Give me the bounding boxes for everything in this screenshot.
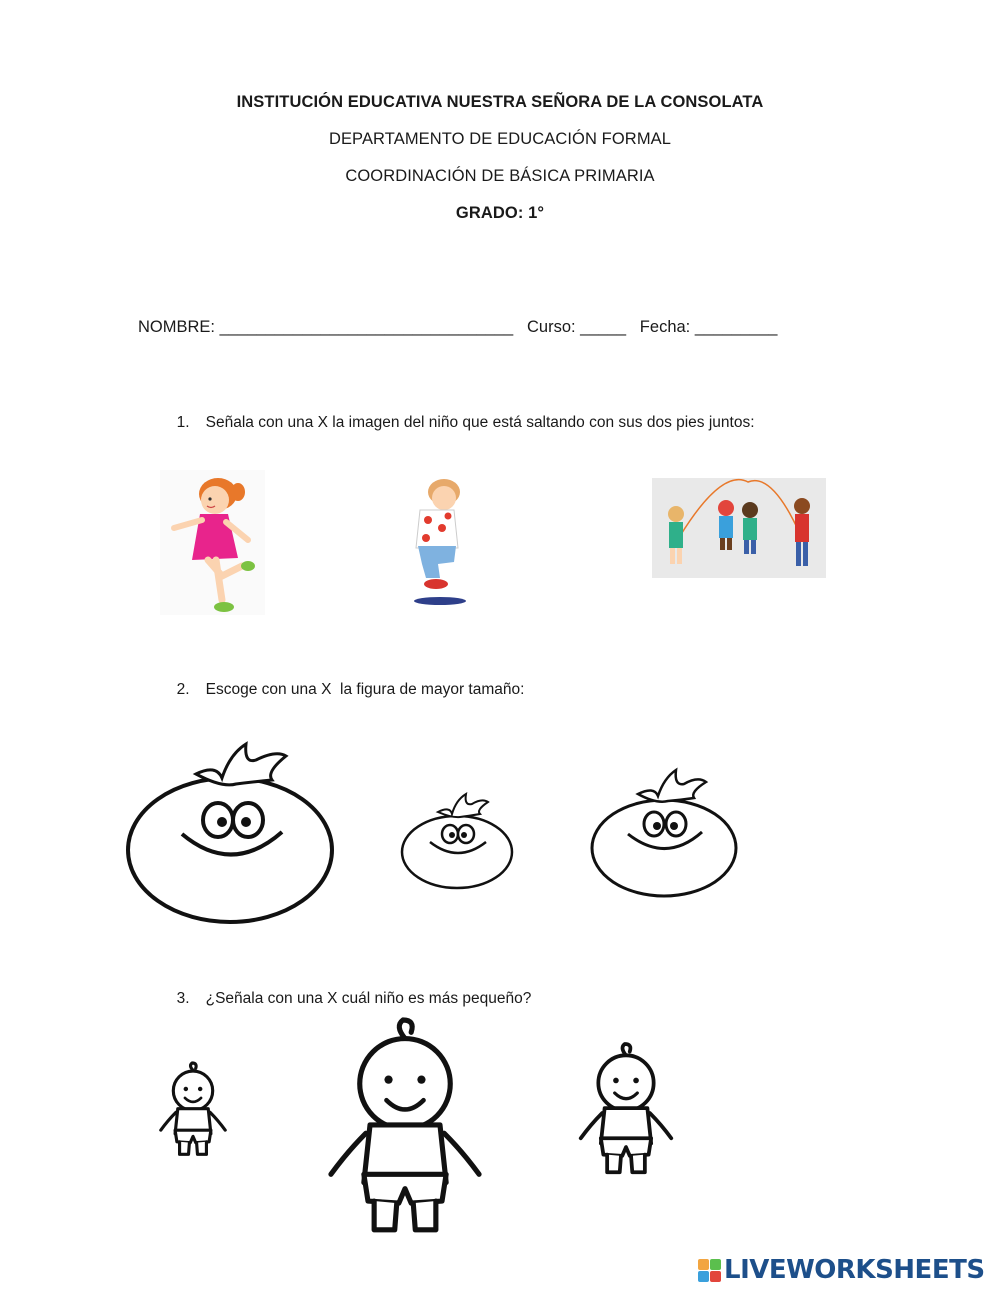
baby-large[interactable] (322, 1020, 488, 1236)
question-2-number: 2. (176, 681, 190, 698)
brand-square-icon (710, 1259, 721, 1270)
brand-square-icon (698, 1259, 709, 1270)
coordination-title: COORDINACIÓN DE BÁSICA PRIMARIA (345, 167, 655, 185)
tomato-small[interactable] (400, 790, 514, 890)
baby-medium[interactable] (575, 1044, 677, 1176)
department-title: DEPARTAMENTO DE EDUCACIÓN FORMAL (328, 130, 672, 148)
brand-name: LIVEWORKSHEETS (724, 1255, 985, 1285)
question-3-text: ¿Señala con una X cuál niño es más pequeño? (205, 990, 532, 1007)
tomato-medium[interactable] (590, 766, 738, 898)
question-1 (168, 396, 755, 432)
question-3-number: 3. (176, 990, 190, 1007)
liveworksheets-logo[interactable] (698, 1254, 985, 1286)
tomato-large[interactable] (126, 734, 334, 926)
question-2-text: Escoge con una X la figura de mayor tamaño: (205, 681, 525, 698)
question-3 (168, 972, 531, 1008)
institution-title: INSTITUCIÓN EDUCATIVA NUESTRA SEÑORA DE LA CONSOLATA (236, 93, 764, 111)
question-2 (168, 663, 524, 699)
grade-label: GRADO: 1° (455, 204, 545, 222)
boy-jumping-two-feet[interactable] (398, 478, 478, 606)
brand-square-icon (710, 1271, 721, 1282)
liveworksheets-mark-icon (698, 1259, 721, 1282)
girl-hopping-one-foot[interactable] (160, 470, 265, 615)
baby-small[interactable] (157, 1063, 229, 1157)
question-1-text: Señala con una X la imagen del niño que está saltando con sus dos pies juntos: (205, 414, 755, 431)
student-info-line: NOMBRE: ________________________________ Curso: _____ Fecha: _________ (138, 318, 778, 336)
children-jumping-rope[interactable] (652, 478, 826, 578)
question-1-number: 1. (176, 414, 190, 431)
brand-square-icon (698, 1271, 709, 1282)
